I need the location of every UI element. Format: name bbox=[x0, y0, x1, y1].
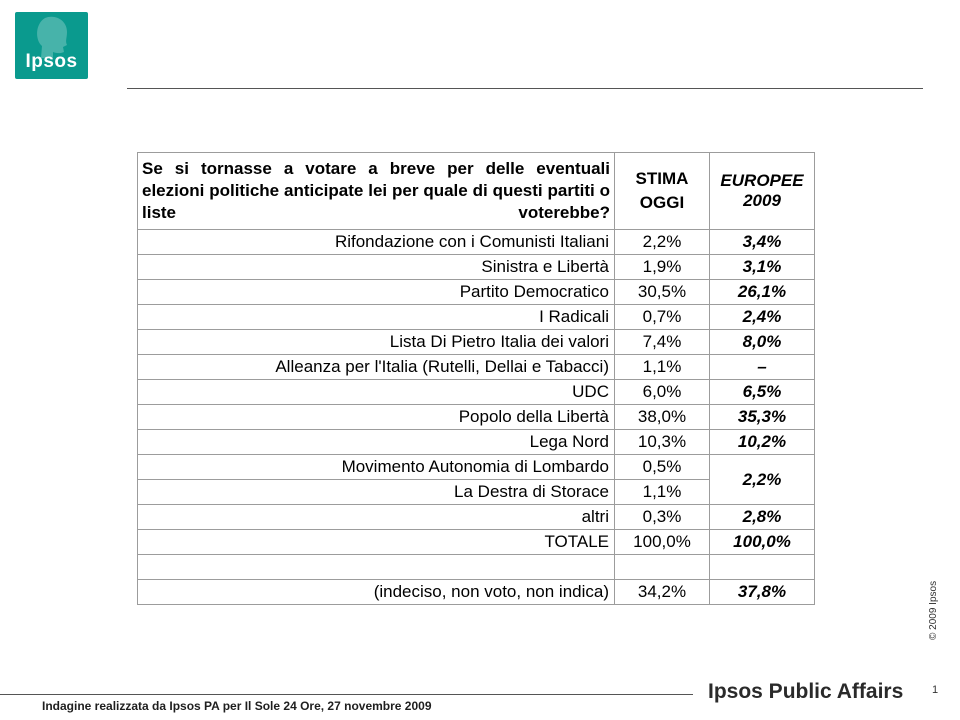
party-label bbox=[138, 555, 615, 580]
table-row bbox=[138, 405, 815, 430]
table-row bbox=[138, 230, 815, 255]
logo-text: Ipsos bbox=[25, 51, 78, 72]
europee-value: 2,2% bbox=[710, 455, 815, 505]
stima-value: 1,1% bbox=[615, 480, 710, 505]
table-row bbox=[138, 530, 815, 555]
table-header-row bbox=[138, 153, 815, 230]
stima-value: 6,0% bbox=[615, 380, 710, 405]
table-row bbox=[138, 430, 815, 455]
header-divider bbox=[127, 88, 923, 89]
party-label: Movimento Autonomia di Lombardo bbox=[138, 455, 615, 480]
europee-value: 37,8% bbox=[710, 580, 815, 605]
party-label: UDC bbox=[138, 380, 615, 405]
footer-divider bbox=[0, 694, 693, 695]
poll-table bbox=[137, 152, 815, 605]
table-row bbox=[138, 505, 815, 530]
europee-value: 3,4% bbox=[710, 230, 815, 255]
party-label: Partito Democratico bbox=[138, 280, 615, 305]
table-row bbox=[138, 555, 815, 580]
table-row bbox=[138, 280, 815, 305]
party-label: TOTALE bbox=[138, 530, 615, 555]
stima-value bbox=[615, 555, 710, 580]
stima-value: 7,4% bbox=[615, 330, 710, 355]
europee-value: 2,4% bbox=[710, 305, 815, 330]
europee-value bbox=[710, 555, 815, 580]
europee-value: 6,5% bbox=[710, 380, 815, 405]
column-header-europee: EUROPEE 2009 bbox=[710, 153, 815, 230]
brand-name: Ipsos Public Affairs bbox=[708, 680, 904, 703]
party-label: Sinistra e Libertà bbox=[138, 255, 615, 280]
europee-value: 8,0% bbox=[710, 330, 815, 355]
party-label: Lista Di Pietro Italia dei valori bbox=[138, 330, 615, 355]
party-label: Alleanza per l'Italia (Rutelli, Dellai e Tabacci) bbox=[138, 355, 615, 380]
party-label: Rifondazione con i Comunisti Italiani bbox=[138, 230, 615, 255]
table-row bbox=[138, 580, 815, 605]
party-label: (indeciso, non voto, non indica) bbox=[138, 580, 615, 605]
table-row bbox=[138, 305, 815, 330]
column-header-stima: STIMA OGGI bbox=[615, 153, 710, 230]
stima-value: 34,2% bbox=[615, 580, 710, 605]
table-row bbox=[138, 255, 815, 280]
stima-value: 100,0% bbox=[615, 530, 710, 555]
table-row bbox=[138, 355, 815, 380]
table-row bbox=[138, 380, 815, 405]
stima-value: 0,5% bbox=[615, 455, 710, 480]
stima-value: 38,0% bbox=[615, 405, 710, 430]
stima-value: 0,3% bbox=[615, 505, 710, 530]
party-label: Popolo della Libertà bbox=[138, 405, 615, 430]
europee-value: 10,2% bbox=[710, 430, 815, 455]
table-row bbox=[138, 455, 815, 480]
question-cell: Se si tornasse a votare a breve per delle eventuali elezioni politiche anticipate lei per quale di questi partiti o liste voterebbe? bbox=[138, 153, 615, 230]
europee-value: 100,0% bbox=[710, 530, 815, 555]
ipsos-logo bbox=[15, 12, 88, 79]
party-label: Lega Nord bbox=[138, 430, 615, 455]
stima-value: 10,3% bbox=[615, 430, 710, 455]
table-row bbox=[138, 330, 815, 355]
party-label: I Radicali bbox=[138, 305, 615, 330]
copyright-text: © 2009 Ipsos bbox=[928, 580, 939, 640]
page-number: 1 bbox=[932, 684, 939, 696]
footer-note: Indagine realizzata da Ipsos PA per Il Sole 24 Ore, 27 novembre 2009 bbox=[42, 699, 432, 713]
stima-value: 0,7% bbox=[615, 305, 710, 330]
stima-value: 2,2% bbox=[615, 230, 710, 255]
stima-value: 30,5% bbox=[615, 280, 710, 305]
europee-value: 2,8% bbox=[710, 505, 815, 530]
europee-value: – bbox=[710, 355, 815, 380]
stima-value: 1,9% bbox=[615, 255, 710, 280]
europee-value: 35,3% bbox=[710, 405, 815, 430]
party-label: La Destra di Storace bbox=[138, 480, 615, 505]
europee-value: 3,1% bbox=[710, 255, 815, 280]
party-label: altri bbox=[138, 505, 615, 530]
stima-value: 1,1% bbox=[615, 355, 710, 380]
europee-value: 26,1% bbox=[710, 280, 815, 305]
